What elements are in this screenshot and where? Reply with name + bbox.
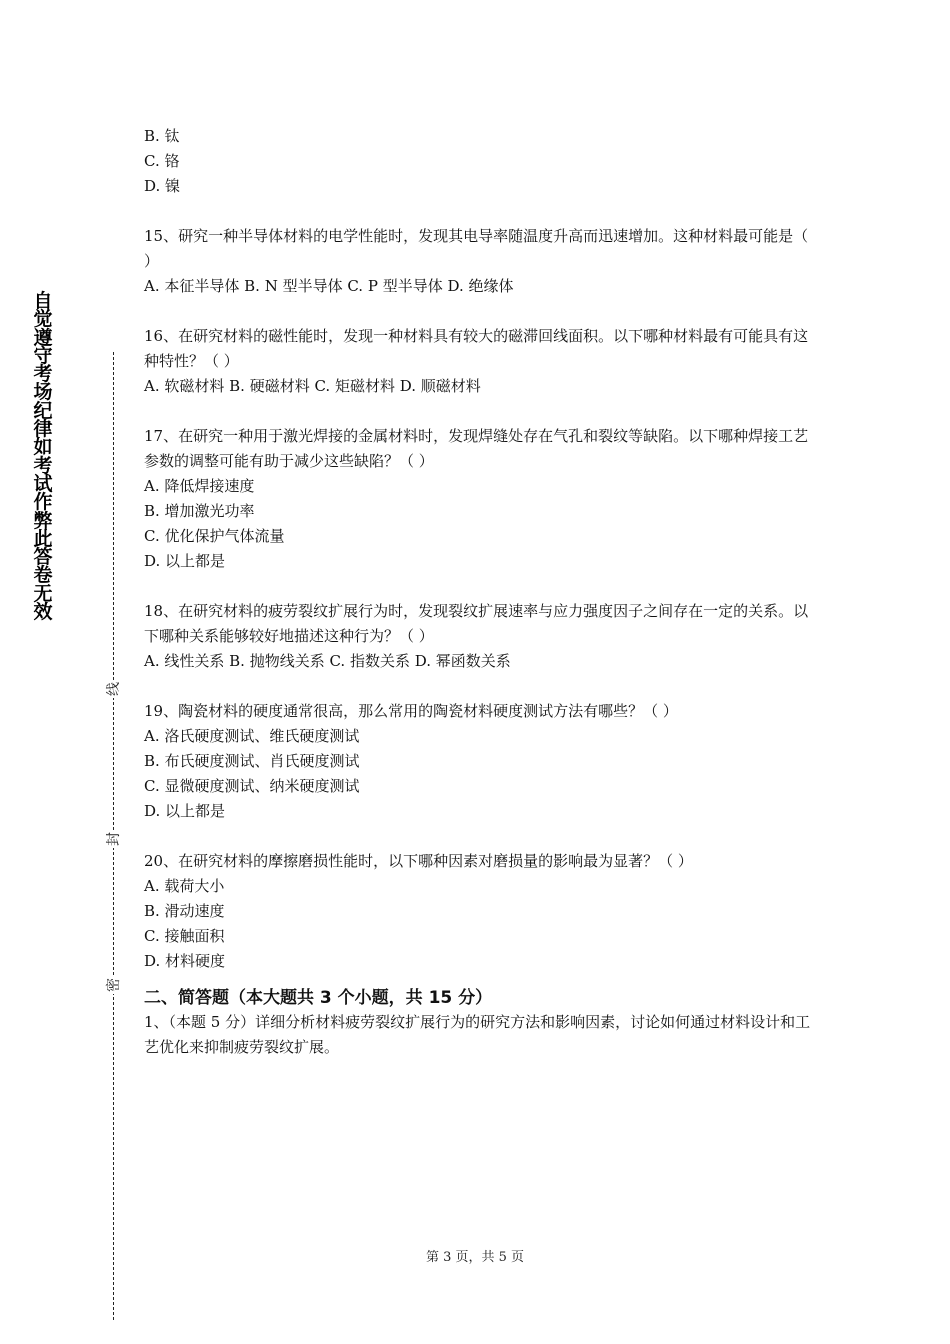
option: A. 软磁材料 B. 硬磁材料 C. 矩磁材料 D. 顺磁材料 xyxy=(144,377,481,395)
option: B. 滑动速度 xyxy=(144,902,225,920)
option: A. 本征半导体 B. N 型半导体 C. P 型半导体 D. 绝缘体 xyxy=(144,277,514,295)
question-19 xyxy=(144,699,816,824)
question-14-options xyxy=(144,124,816,199)
option: B. 增加激光功率 xyxy=(144,502,255,520)
binding-label-secret: 密 xyxy=(106,978,122,992)
question-stem: 18、在研究材料的疲劳裂纹扩展行为时，发现裂纹扩展速率与应力强度因子之间存在一定的关系。以下哪种关系能够较好地描述这种行为？（ ） xyxy=(144,602,809,645)
option: C. 显微硬度测试、纳米硬度测试 xyxy=(144,777,360,795)
question-stem: 19、陶瓷材料的硬度通常很高，那么常用的陶瓷材料硬度测试方法有哪些？（ ） xyxy=(144,702,678,720)
option: B. 布氏硬度测试、肖氏硬度测试 xyxy=(144,752,360,770)
question-16 xyxy=(144,324,816,399)
option: D. 以上都是 xyxy=(144,802,226,820)
short-answer-question-1: 1、（本题 5 分）详细分析材料疲劳裂纹扩展行为的研究方法和影响因素，讨论如何通过材料设计和工艺优化来抑制疲劳裂纹扩展。 xyxy=(144,1013,811,1056)
option: A. 洛氏硬度测试、维氏硬度测试 xyxy=(144,727,360,745)
option: A. 载荷大小 xyxy=(144,877,225,895)
option: D. 材料硬度 xyxy=(144,952,226,970)
question-15 xyxy=(144,224,816,299)
binding-label-seal: 封 xyxy=(106,832,122,846)
question-stem: 20、在研究材料的摩擦磨损性能时，以下哪种因素对磨损量的影响最为显著？（ ） xyxy=(144,852,693,870)
option: D. 镍 xyxy=(144,177,181,195)
question-18 xyxy=(144,599,816,674)
question-stem: 15、研究一种半导体材料的电学性能时，发现其电导率随温度升高而迅速增加。这种材料最可能是（ ） xyxy=(144,227,809,270)
option: C. 接触面积 xyxy=(144,927,225,945)
question-stem: 16、在研究材料的磁性能时，发现一种材料具有较大的磁滞回线面积。以下哪种材料最有可能具有这种特性？（ ） xyxy=(144,327,809,370)
option: C. 优化保护气体流量 xyxy=(144,527,285,545)
question-stem: 17、在研究一种用于激光焊接的金属材料时，发现焊缝处存在气孔和裂纹等缺陷。以下哪种焊接工艺参数的调整可能有助于减少这些缺陷？（ ） xyxy=(144,427,809,470)
exam-content xyxy=(144,124,816,1060)
option: D. 以上都是 xyxy=(144,552,226,570)
section-heading-short-answer: 二、简答题（本大题共 3 个小题，共 15 分） xyxy=(144,988,493,1008)
binding-label-line: 线 xyxy=(106,682,122,696)
question-17 xyxy=(144,424,816,574)
option: A. 线性关系 B. 抛物线关系 C. 指数关系 D. 幂函数关系 xyxy=(144,652,511,670)
question-20 xyxy=(144,849,816,974)
option: B. 钛 xyxy=(144,127,180,145)
option: C. 铬 xyxy=(144,152,180,170)
page-number: 第 3 页，共 5 页 xyxy=(425,1250,525,1265)
exam-discipline-warning: 自觉遵守考场纪律如考试作弊此答卷无效 xyxy=(33,290,53,624)
option: A. 降低焊接速度 xyxy=(144,477,255,495)
